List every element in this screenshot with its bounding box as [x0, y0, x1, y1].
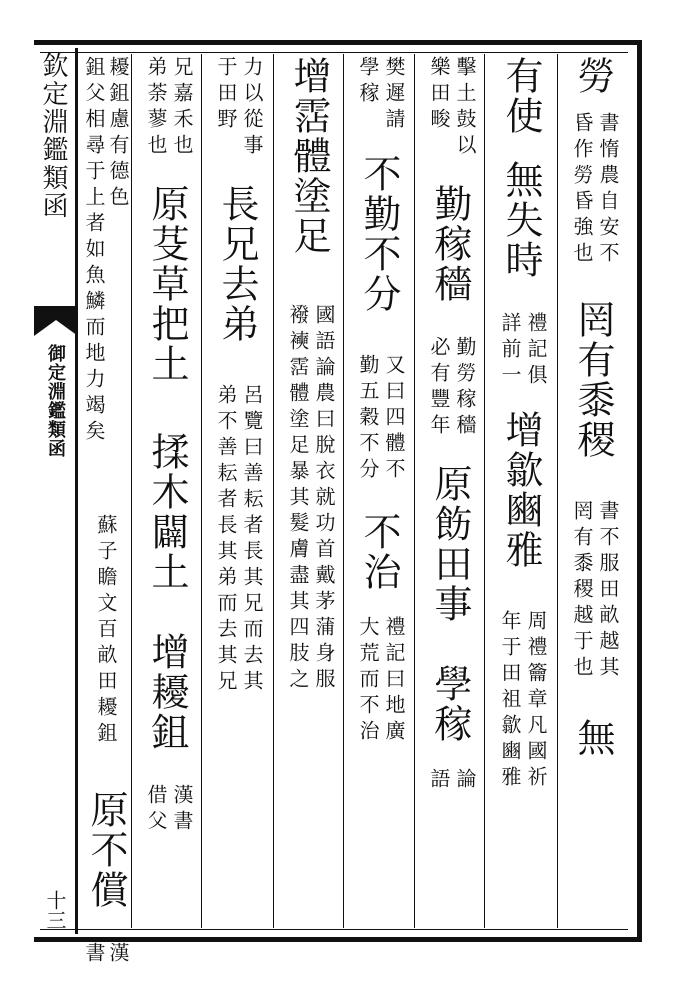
main-text: 勞 [571, 56, 615, 96]
main-text: 不勤不分 [357, 154, 401, 314]
annotation-left-line: 借父 [144, 784, 168, 836]
annotation-left-line: 罔有黍稷越于也 [570, 500, 594, 682]
annotation-left-line: 樂田畯 [427, 56, 451, 134]
text-column-1 [560, 56, 626, 926]
annotation-left-line: 書 [82, 942, 106, 968]
annotation-right-line: 耰鉏慮有德色 [106, 56, 130, 212]
fishtail-mark [34, 306, 78, 336]
main-text: 有使 [499, 56, 543, 136]
main-text: 增霑體塗足 [287, 56, 331, 256]
annotation-left-line: 于田野 [214, 56, 238, 134]
annotation-right-line: 禮記曰地廣 [382, 616, 406, 746]
text-column-3 [417, 56, 483, 926]
column-rule [131, 54, 132, 928]
annotation-right-line: 又曰四體不 [382, 354, 406, 484]
annotation-left-line: 鉏父相尋于上者如魚鱗而地力竭矣 [82, 56, 106, 446]
annotation-left-line: 大荒而不治 [356, 616, 380, 746]
column-rule [557, 54, 558, 928]
text-column-6 [204, 56, 270, 926]
main-text: 學稼 [428, 664, 472, 744]
annotation-right-line: 周禮籥章凡國祈 [524, 610, 548, 792]
text-column-5 [276, 56, 342, 926]
text-column-7 [134, 56, 200, 926]
main-text: 無失時 [499, 160, 543, 280]
annotation-left-line: 語 [427, 768, 451, 794]
annotation-right-line: 論 [453, 768, 477, 794]
annotation-left-line: 昏作勞昏強也 [570, 112, 594, 268]
annotation-right-line: 國語論農曰脫衣就功首戴茅蒲身服 [312, 304, 336, 694]
annotation-right-line: 書惰農自安不 [596, 112, 620, 268]
annotation-right-line: 書不服田畝越其 [596, 500, 620, 682]
annotation-right-line: 樊遲請 [382, 56, 406, 134]
main-text: 增耰鉏 [145, 632, 189, 752]
margin-title: 欽定淵鑑類函 [38, 52, 68, 220]
main-text: 原飭田事 [428, 464, 472, 624]
main-text: 長兄去弟 [215, 184, 259, 344]
annotation-right-line: 勤勞稼穡 [453, 336, 477, 440]
main-text: 勤稼穡 [428, 184, 472, 304]
annotation-left-line: 襏襫霑體塗足暴其髮膚盡其四肢之 [286, 304, 310, 694]
annotation-right-line: 擊土鼓以 [453, 56, 477, 160]
annotation-text: 蘇子瞻文百畝田耰鉏 [94, 514, 118, 748]
main-text: 增歙豳雅 [499, 410, 543, 570]
annotation-left-line: 弟不善耘者長其弟而去其兄 [214, 384, 238, 696]
annotation-left-line: 勤五穀不分 [356, 354, 380, 484]
column-rule [484, 54, 485, 928]
main-text: 無 [571, 718, 615, 758]
annotation-left-line: 必有豐年 [427, 336, 451, 440]
annotation-right-line: 漢書 [170, 784, 194, 836]
main-text: 罔有黍稷 [571, 300, 615, 460]
annotation-left-line: 年于田祖歙豳雅 [498, 610, 522, 792]
annotation-right-line: 力以從事 [240, 56, 264, 160]
text-column-8 [82, 56, 130, 968]
column-rule [273, 54, 274, 928]
column-rule [343, 54, 344, 928]
text-column-4 [346, 56, 412, 926]
main-text: 不治 [357, 512, 401, 592]
annotation-right-line: 兄嘉禾也 [170, 56, 194, 160]
annotation-right-line: 禮記俱 [524, 312, 548, 390]
column-rule [201, 54, 202, 928]
text-column-2 [488, 56, 554, 926]
annotation-left-line: 詳前一 [498, 312, 522, 390]
main-text: 揉木闢土 [145, 432, 189, 592]
main-text: 原芟草把土 [145, 184, 189, 384]
annotation-right-line: 漢 [106, 942, 130, 968]
annotation-left-line: 弟荼蓼也 [144, 56, 168, 160]
margin-book-title: 御定淵鑑類函 [45, 344, 66, 458]
column-rule [414, 54, 415, 928]
margin-page-number: 十三 [43, 890, 67, 930]
annotation-right-line: 呂覽曰善耘者長其兄而去其 [240, 384, 264, 696]
annotation-left-line: 學稼 [356, 56, 380, 108]
main-text: 原不償 [84, 790, 128, 910]
